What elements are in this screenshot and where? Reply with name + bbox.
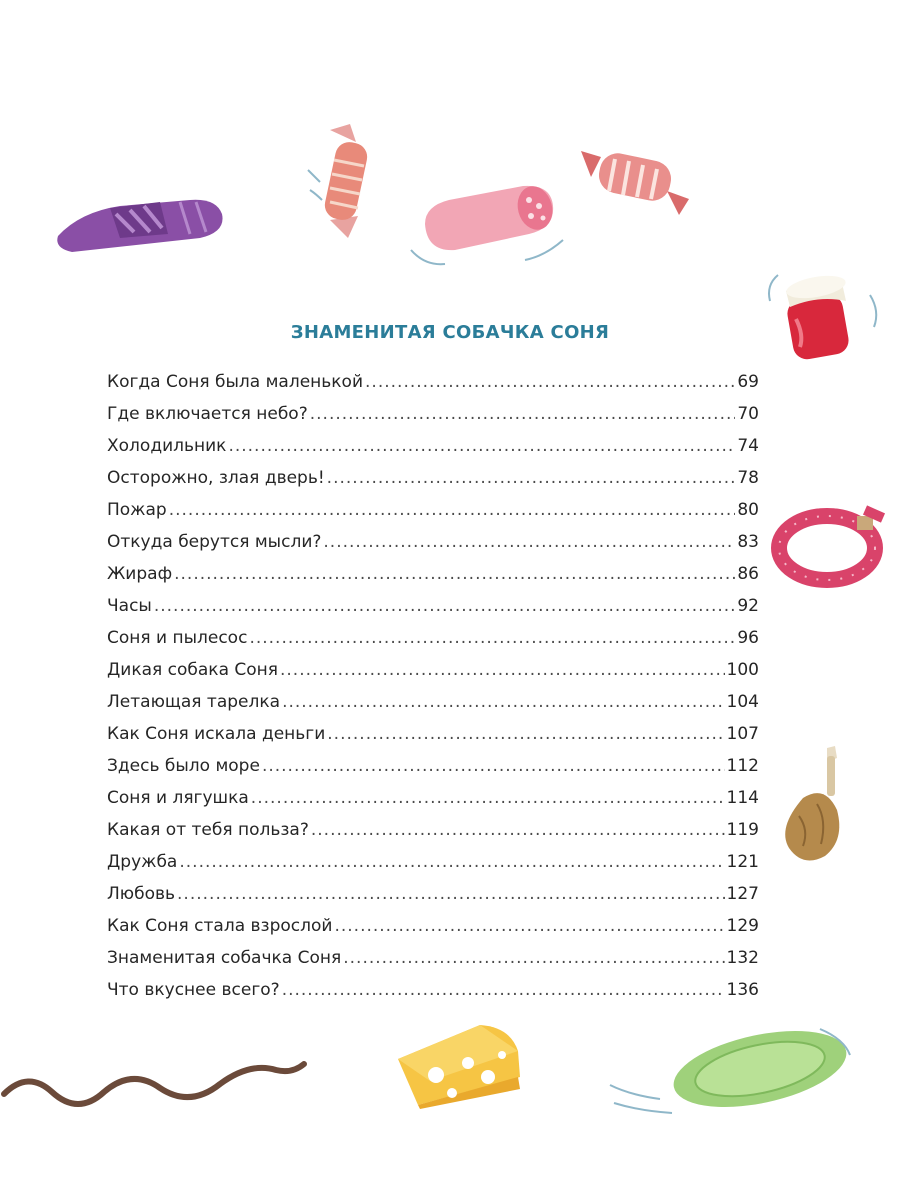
toc-leader-dots — [282, 686, 724, 718]
toc-entry-title: Соня и лягушка — [107, 788, 249, 808]
toc-entry[interactable] — [107, 494, 759, 526]
table-of-contents — [107, 366, 759, 1006]
toc-entry-title: Где включается небо? — [107, 404, 308, 424]
toc-entry[interactable] — [107, 654, 759, 686]
toc-entry-page-number: 86 — [737, 564, 759, 584]
toc-entry-title: Что вкуснее всего? — [107, 980, 280, 1000]
plate-icon — [600, 1015, 860, 1120]
toc-entry-page-number: 92 — [737, 596, 759, 616]
toc-entry-title: Летающая тарелка — [107, 692, 281, 712]
toc-leader-dots — [365, 366, 735, 398]
jam-jar-icon — [760, 255, 890, 385]
toc-leader-dots — [169, 494, 736, 526]
section-title: ЗНАМЕНИТАЯ СОБАЧКА СОНЯ — [290, 322, 610, 343]
toc-entry-page-number: 80 — [737, 500, 759, 520]
toc-entry[interactable] — [107, 558, 759, 590]
toc-leader-dots — [282, 974, 725, 1006]
chicken-leg-icon — [775, 740, 855, 870]
toc-entry-page-number: 112 — [726, 756, 759, 776]
toc-leader-dots — [310, 398, 736, 430]
toc-entry-title: Пожар — [107, 500, 167, 520]
toc-entry-page-number: 74 — [737, 436, 759, 456]
toc-entry-title: Когда Соня была маленькой — [107, 372, 364, 392]
candy-icon — [575, 135, 695, 220]
toc-entry-page-number: 132 — [726, 948, 759, 968]
toc-entry[interactable] — [107, 430, 759, 462]
toc-entry-title: Осторожно, злая дверь! — [107, 468, 325, 488]
toc-entry-title: Знаменитая собачка Соня — [107, 948, 342, 968]
toc-leader-dots — [228, 430, 735, 462]
toc-leader-dots — [311, 814, 725, 846]
toc-entry[interactable] — [107, 590, 759, 622]
toc-entry-title: Как Соня стала взрослой — [107, 916, 333, 936]
toc-entry[interactable] — [107, 814, 759, 846]
toc-entry[interactable] — [107, 942, 759, 974]
toc-leader-dots — [262, 750, 725, 782]
sausage-icon — [405, 180, 570, 270]
toc-entry-title: Холодильник — [107, 436, 227, 456]
toc-entry[interactable] — [107, 718, 759, 750]
toc-leader-dots — [154, 590, 736, 622]
toc-entry-title: Дружба — [107, 852, 178, 872]
toc-entry-title: Жираф — [107, 564, 173, 584]
toc-leader-dots — [280, 654, 725, 686]
toc-entry-page-number: 100 — [726, 660, 759, 680]
toc-entry[interactable] — [107, 526, 759, 558]
toc-entry-page-number: 96 — [737, 628, 759, 648]
toc-entry[interactable] — [107, 622, 759, 654]
toc-entry-page-number: 107 — [726, 724, 759, 744]
toc-entry-title: Часы — [107, 596, 152, 616]
wavy-string-icon — [0, 1040, 310, 1120]
toc-leader-dots — [327, 718, 724, 750]
toc-entry-page-number: 114 — [726, 788, 759, 808]
toc-entry[interactable] — [107, 782, 759, 814]
toc-entry-page-number: 78 — [737, 468, 759, 488]
toc-entry[interactable] — [107, 974, 759, 1006]
toc-entry-title: Какая от тебя польза? — [107, 820, 309, 840]
toc-entry-page-number: 127 — [726, 884, 759, 904]
toc-leader-dots — [174, 558, 735, 590]
toc-entry-page-number: 83 — [737, 532, 759, 552]
toc-entry[interactable] — [107, 686, 759, 718]
toc-leader-dots — [343, 942, 724, 974]
toc-leader-dots — [327, 462, 736, 494]
toc-leader-dots — [177, 878, 725, 910]
toc-entry[interactable] — [107, 750, 759, 782]
toc-entry-page-number: 104 — [726, 692, 759, 712]
toc-entry-page-number: 136 — [726, 980, 759, 1000]
toc-entry-page-number: 121 — [726, 852, 759, 872]
toc-leader-dots — [251, 782, 725, 814]
toc-entry-page-number: 69 — [737, 372, 759, 392]
cheese-icon — [390, 1015, 530, 1110]
toc-leader-dots — [323, 526, 735, 558]
toc-entry[interactable] — [107, 366, 759, 398]
toc-entry-page-number: 70 — [737, 404, 759, 424]
toc-entry-title: Как Соня искала деньги — [107, 724, 326, 744]
toc-entry-title: Любовь — [107, 884, 176, 904]
toc-entry-page-number: 119 — [726, 820, 759, 840]
toc-leader-dots — [249, 622, 735, 654]
toc-entry-title: Здесь было море — [107, 756, 260, 776]
slipper-icon — [50, 188, 230, 260]
toc-entry[interactable] — [107, 846, 759, 878]
toc-entry-title: Откуда берутся мысли? — [107, 532, 322, 552]
toc-entry[interactable] — [107, 398, 759, 430]
toc-entry-page-number: 129 — [726, 916, 759, 936]
toc-entry-title: Дикая собака Соня — [107, 660, 278, 680]
toc-leader-dots — [179, 846, 724, 878]
toc-entry[interactable] — [107, 878, 759, 910]
dog-collar-icon — [765, 500, 890, 595]
toc-entry-title: Соня и пылесос — [107, 628, 248, 648]
toc-leader-dots — [334, 910, 724, 942]
candy-icon — [300, 120, 390, 245]
toc-entry[interactable] — [107, 910, 759, 942]
toc-entry[interactable] — [107, 462, 759, 494]
